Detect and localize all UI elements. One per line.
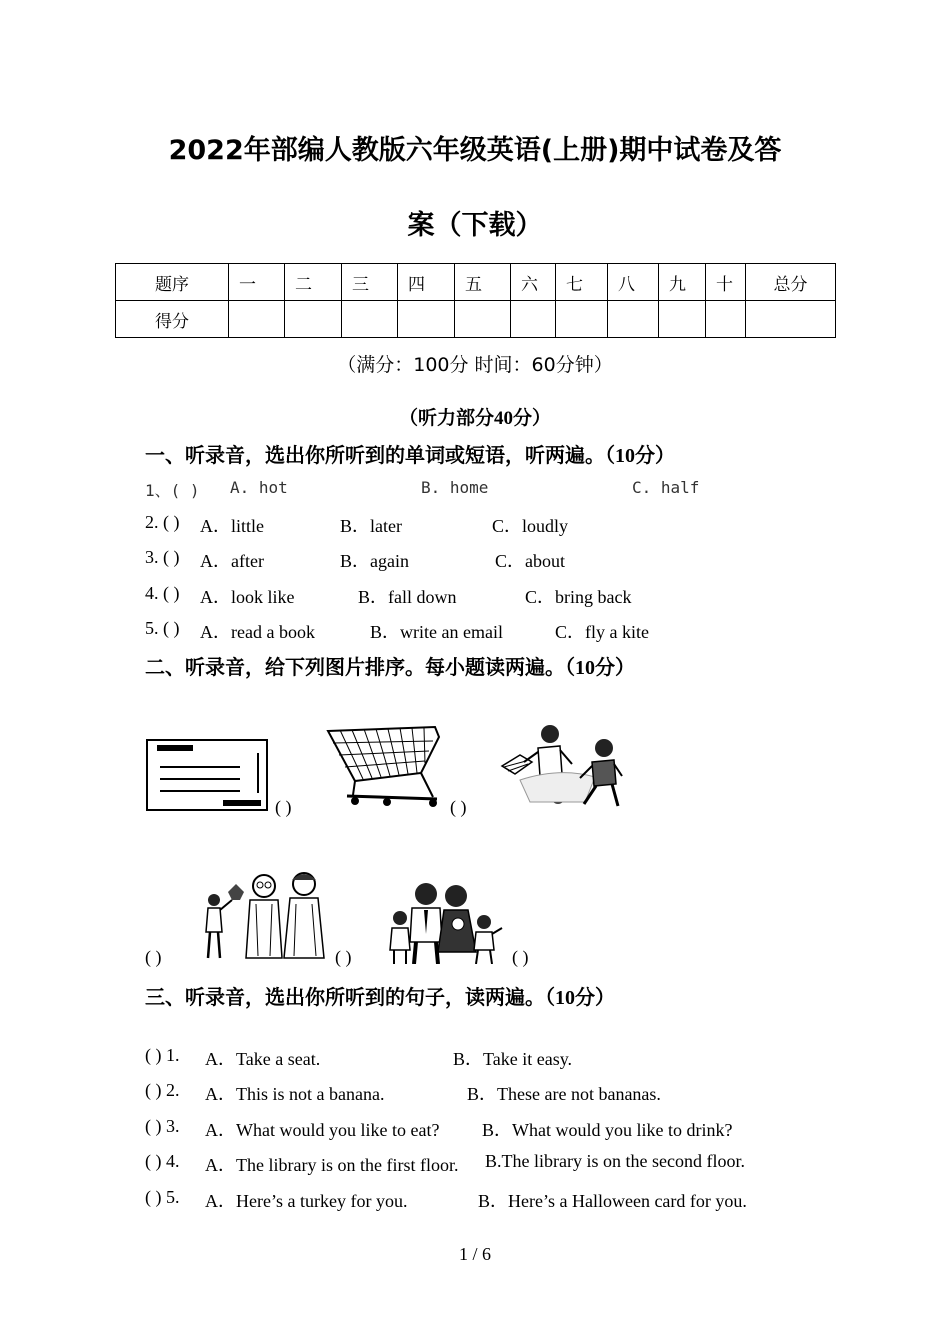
score-input-cell[interactable]	[455, 301, 511, 338]
table-cell: 八	[608, 264, 659, 301]
score-input-cell[interactable]	[746, 301, 836, 338]
option-c: C. half	[632, 478, 700, 497]
option-b: B．again	[340, 551, 409, 571]
page-title-line-1: 2022年部编人教版六年级英语(上册)期中试卷及答	[168, 135, 782, 166]
option-b: B．Take it easy.	[453, 1049, 573, 1069]
question-item	[145, 618, 845, 640]
option-a: A．after	[200, 551, 264, 571]
score-input-cell[interactable]	[398, 301, 455, 338]
option-b: B.The library is on the second floor.	[485, 1151, 745, 1171]
answer-blank[interactable]: ( )	[335, 947, 352, 967]
score-input-cell[interactable]	[285, 301, 342, 338]
question-number[interactable]: 5. ( )	[145, 618, 180, 638]
score-input-cell[interactable]	[659, 301, 706, 338]
answer-blank[interactable]: ( )	[450, 797, 467, 817]
boys-playing-football-image	[500, 722, 625, 812]
score-input-cell[interactable]	[608, 301, 659, 338]
score-table	[115, 263, 836, 338]
option-a: A. hot	[230, 478, 288, 497]
page-number: 1 / 6	[458, 1244, 491, 1264]
question-item	[145, 1116, 825, 1138]
section-1-heading: 一、听录音，选出你所听到的单词或短语，听两遍。（10分）	[145, 445, 675, 467]
score-table-score-row	[116, 301, 836, 338]
shopping-cart-image	[325, 723, 445, 809]
question-item	[145, 1151, 825, 1173]
answer-blank[interactable]: ( )	[275, 797, 292, 817]
score-input-cell[interactable]	[342, 301, 398, 338]
question-item	[145, 478, 845, 500]
option-c: C．fly a kite	[555, 622, 649, 642]
answer-blank[interactable]: ( )	[512, 947, 529, 967]
option-b: B．These are not bananas.	[467, 1084, 661, 1104]
score-input-cell[interactable]	[511, 301, 556, 338]
option-a: A．What would you like to eat?	[205, 1120, 440, 1140]
table-cell: 一	[229, 264, 285, 301]
option-a: A．Here’s a turkey for you.	[205, 1191, 408, 1211]
family-image	[384, 878, 504, 964]
question-number[interactable]: 3. ( )	[145, 547, 180, 567]
table-cell: 十	[706, 264, 746, 301]
option-a: A．look like	[200, 587, 295, 607]
option-c: C．bring back	[525, 587, 632, 607]
table-cell: 得分	[116, 301, 229, 338]
section-2-heading: 二、听录音，给下列图片排序。每小题读两遍。（10分）	[145, 657, 635, 679]
answer-blank[interactable]: ( )	[145, 947, 162, 967]
question-number[interactable]: ( ) 5.	[145, 1187, 180, 1207]
question-number[interactable]: 1、( )	[145, 481, 200, 500]
option-c: C．about	[495, 551, 565, 571]
table-cell: 七	[556, 264, 608, 301]
section-3-heading: 三、听录音，选出你所听到的句子，读两遍。（10分）	[145, 987, 615, 1009]
option-c: C．loudly	[492, 516, 569, 536]
score-input-cell[interactable]	[706, 301, 746, 338]
option-a: A．Take a seat.	[205, 1049, 321, 1069]
table-cell: 二	[285, 264, 342, 301]
table-cell: 三	[342, 264, 398, 301]
question-item	[145, 1187, 825, 1209]
option-b: B．What would you like to drink?	[482, 1120, 733, 1140]
question-number[interactable]: ( ) 3.	[145, 1116, 180, 1136]
page-title-line-2: 案（下载）	[407, 210, 543, 241]
option-b: B．fall down	[358, 587, 457, 607]
question-item	[145, 583, 845, 605]
score-input-cell[interactable]	[229, 301, 285, 338]
child-with-grandparents-image	[200, 870, 330, 962]
table-cell: 六	[511, 264, 556, 301]
table-cell: 五	[455, 264, 511, 301]
exam-info: （满分：100分 时间：60分钟）	[337, 354, 613, 376]
option-a: A．read a book	[200, 622, 315, 642]
question-item	[145, 1080, 825, 1102]
option-a: A．This is not a banana.	[205, 1084, 385, 1104]
question-number[interactable]: ( ) 1.	[145, 1045, 180, 1065]
option-a: A．The library is on the first floor.	[205, 1155, 459, 1175]
option-b: B．later	[340, 516, 402, 536]
table-cell: 四	[398, 264, 455, 301]
question-number[interactable]: 4. ( )	[145, 583, 180, 603]
listening-header: （听力部分40分）	[398, 408, 551, 429]
question-number[interactable]: ( ) 4.	[145, 1151, 180, 1171]
option-b: B. home	[421, 478, 489, 497]
table-cell: 总分	[746, 264, 836, 301]
score-input-cell[interactable]	[556, 301, 608, 338]
question-item	[145, 1045, 825, 1067]
score-table-header-row	[116, 264, 836, 301]
option-b: B．write an email	[370, 622, 503, 642]
question-number[interactable]: 2. ( )	[145, 512, 180, 532]
table-cell: 题序	[116, 264, 229, 301]
option-b: B．Here’s a Halloween card for you.	[478, 1191, 747, 1211]
question-number[interactable]: ( ) 2.	[145, 1080, 180, 1100]
table-cell: 九	[659, 264, 706, 301]
question-item	[145, 547, 845, 569]
question-item	[145, 512, 845, 534]
option-a: A．little	[200, 516, 264, 536]
postcard-image	[145, 738, 270, 812]
